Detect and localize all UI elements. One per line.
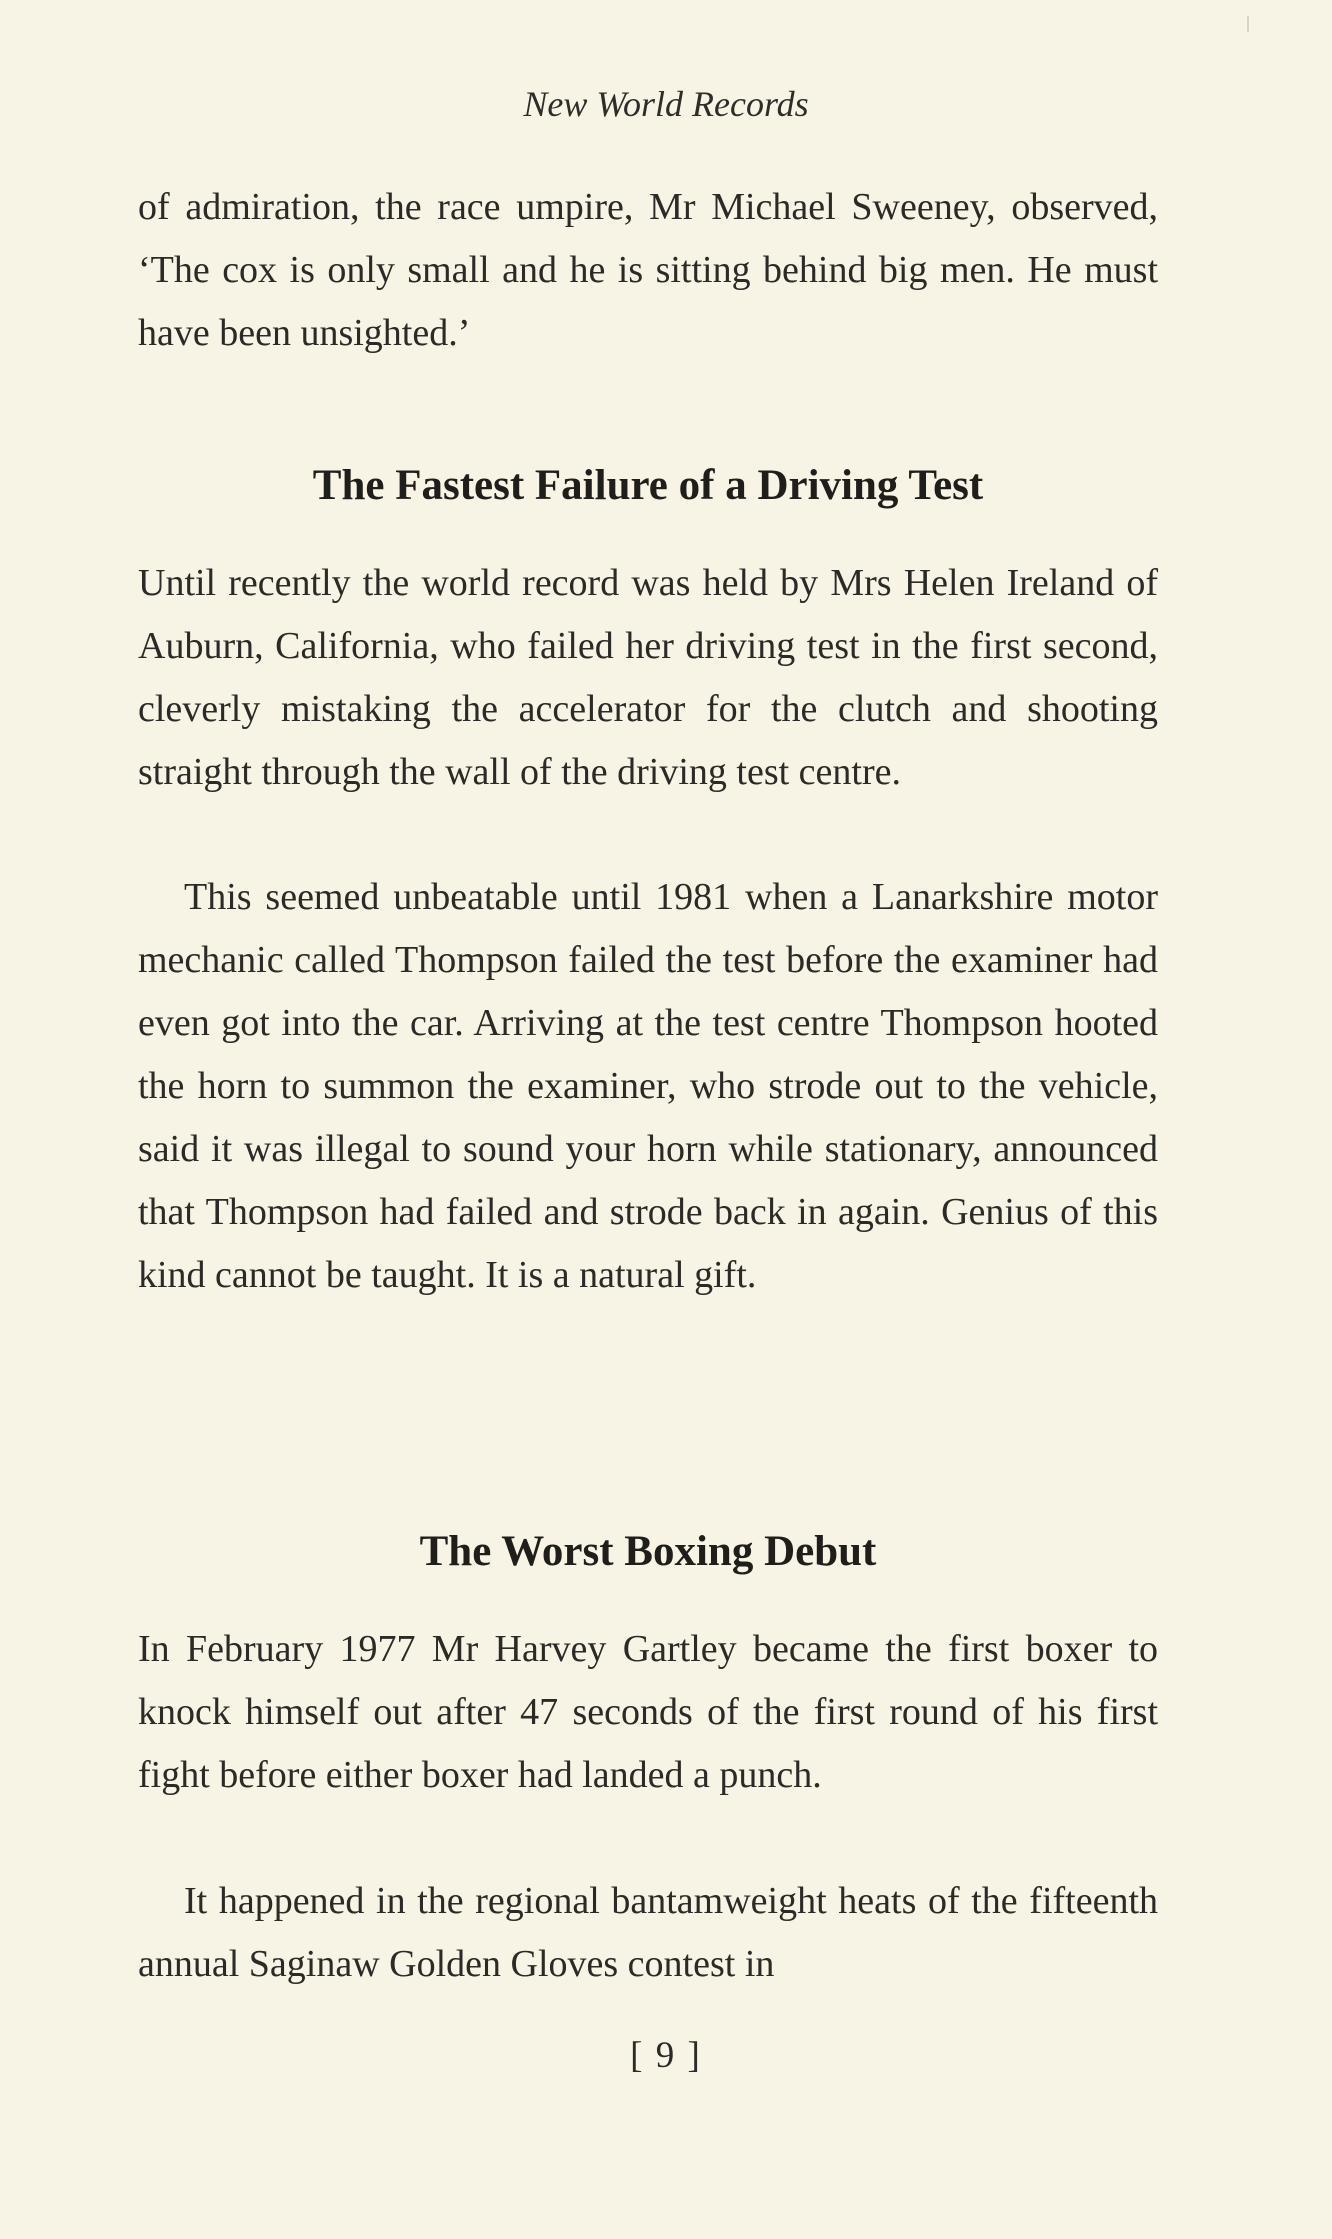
intro-paragraph: of admiration, the race umpire, Mr Michael Sweeney, observed, ‘The cox is only small and he is sitting behind big men. He must have been unsighted.’ — [138, 186, 1158, 354]
scan-mark — [1247, 16, 1249, 32]
boxing-paragraph-2: It happened in the regional bantamweight heats of the fifteenth annual Saginaw Golden Gloves contest in — [138, 1880, 1158, 1985]
section-heading-driving-test: The Fastest Failure of a Driving Test — [312, 462, 984, 509]
driving-test-paragraph-1: Until recently the world record was held by Mrs Helen Ireland of Auburn, California, who failed her driving test in the first second, cleverly mistaking the accelerator for the clutch and shooting straight through the wall of the driving test centre. — [138, 562, 1158, 793]
driving-test-paragraph-2: This seemed unbeatable until 1981 when a Lanarkshire motor mechanic called Thompson failed the test before the examiner had even got into the car. Arriving at the test centre Thompson hooted the horn to summon the examiner, who strode out to the vehicle, said it was illegal to sound your horn while stationary, announced that Thompson had failed and strode back in again. Genius of this kind cannot be taught. It is a natural gift. — [138, 876, 1158, 1296]
boxing-paragraph-1: In February 1977 Mr Harvey Gartley became the first boxer to knock himself out after 47 seconds of the first round of his first fight before either boxer had landed a punch. — [138, 1628, 1158, 1796]
running-head: New World Records — [523, 84, 809, 124]
section-heading-boxing-debut: The Worst Boxing Debut — [419, 1528, 877, 1575]
page-number: [ 9 ] — [630, 2035, 702, 2076]
